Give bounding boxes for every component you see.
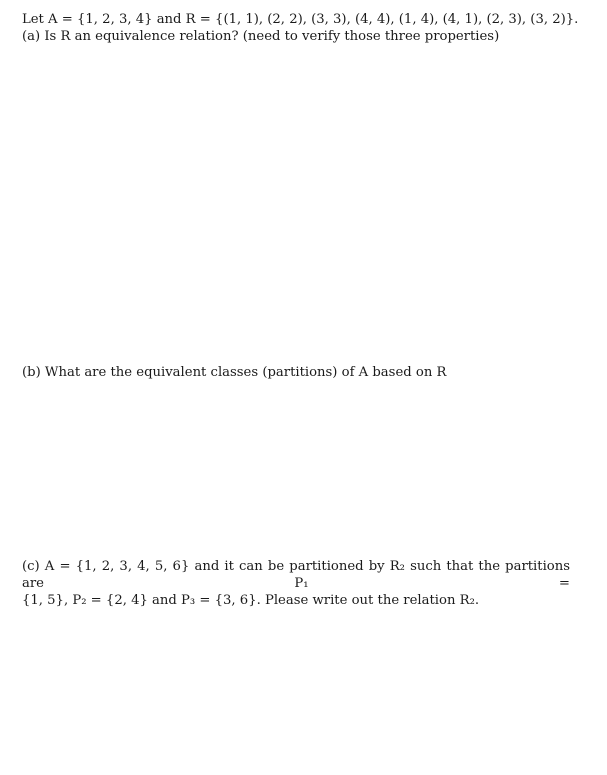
problem-statement: [22, 11, 579, 45]
part-c-question-line-1: (c) A = {1, 2, 3, 4, 5, 6} and it can be partitioned by R₂ such that the partitions are P₁ =: [22, 559, 570, 591]
part-a-question: (a) Is R an equivalence relation? (need to verify those three properties): [22, 29, 500, 44]
part-b-section: [22, 364, 570, 381]
part-c-section: [22, 558, 570, 609]
part-c-question-line-2: {1, 5}, P₂ = {2, 4} and P₃ = {3, 6}. Please write out the relation R₂.: [22, 593, 480, 608]
part-b-question: (b) What are the equivalent classes (partitions) of A based on R: [22, 365, 447, 380]
set-definition-text: Let A = {1, 2, 3, 4} and R = {(1, 1), (2, 2), (3, 3), (4, 4), (1, 4), (4, 1), (2, 3), (3, 2)}.: [22, 12, 579, 27]
